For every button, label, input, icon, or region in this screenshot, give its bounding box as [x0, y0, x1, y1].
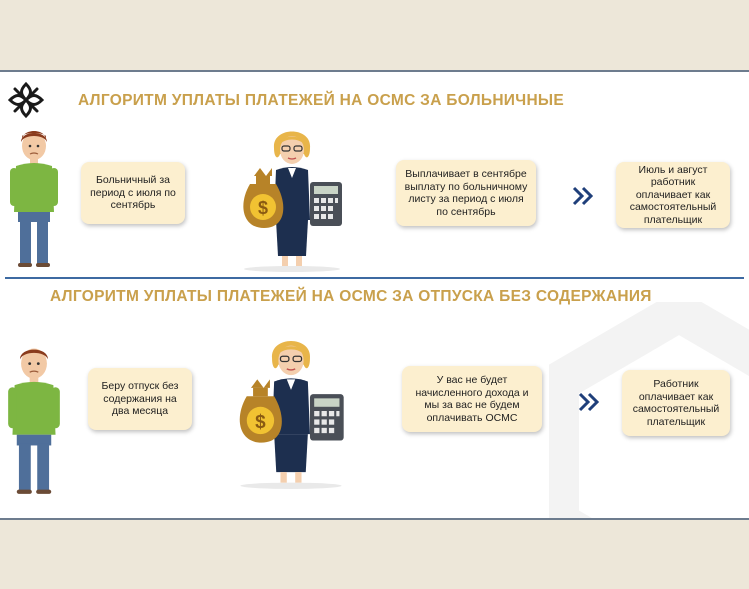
section-divider	[5, 277, 744, 279]
accountant-woman-figure	[232, 330, 350, 492]
step-text: Больничный за период с июля по сентябрь	[90, 174, 176, 212]
step-text: Выплачивает в сентябре выплату по больничному листу за период с июля по сентябрь	[404, 168, 528, 218]
section-title-sick-leave: АЛГОРИТМ УПЛАТЫ ПЛАТЕЖЕЙ НА ОСМС ЗА БОЛЬНИЧНЫЕ	[78, 92, 565, 109]
svg-text:$: $	[257, 198, 269, 218]
accountant-woman-figure	[236, 124, 348, 272]
man-figure	[8, 124, 60, 269]
man-figure	[6, 334, 62, 502]
step-bubble-3	[616, 162, 730, 228]
step-bubble-4	[88, 368, 192, 430]
step-text: У вас не будет начисленного дохода и мы за вас не будем оплачивать ОСМС	[415, 374, 529, 424]
step-text: Июль и август работник оплачивает как самостоятельный плательщик	[629, 163, 717, 226]
step-bubble-1	[81, 162, 185, 224]
double-chevron-icon	[572, 186, 594, 206]
calculator-icon	[310, 182, 342, 226]
double-chevron-icon	[578, 392, 600, 412]
calculator-icon	[310, 394, 344, 440]
step-bubble-5	[402, 366, 542, 432]
step-text: Беру отпуск без содержания на два месяца	[101, 380, 179, 418]
step-bubble-2	[396, 160, 536, 226]
slide	[0, 70, 749, 520]
step-bubble-6	[622, 370, 730, 436]
step-text: Работник оплачивает как самостоятельный плательщик	[632, 378, 720, 428]
svg-text:$: $	[255, 411, 266, 433]
logo-icon	[6, 80, 46, 120]
section-title-unpaid-leave: АЛГОРИТМ УПЛАТЫ ПЛАТЕЖЕЙ НА ОСМС ЗА ОТПУСКА БЕЗ СОДЕРЖАНИЯ	[50, 288, 652, 305]
